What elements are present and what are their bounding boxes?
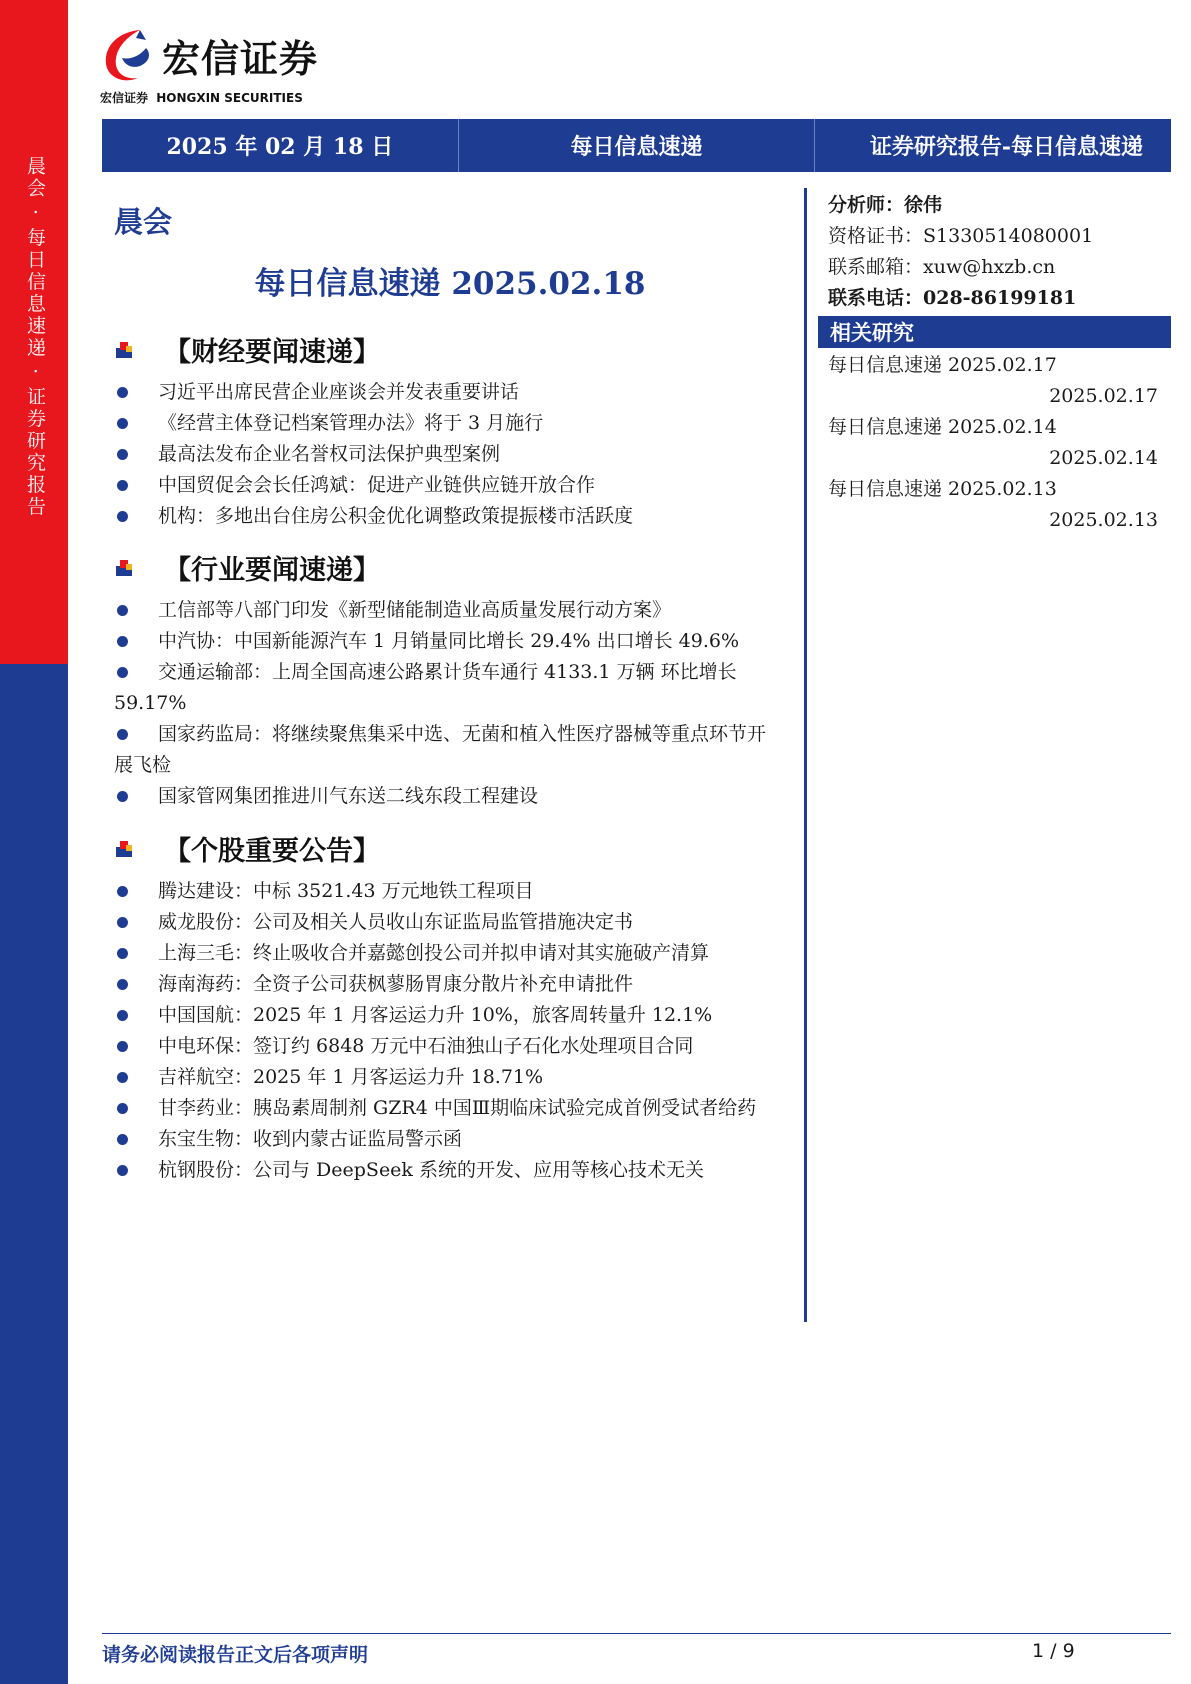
related-item-title: 每日信息速递 2025.02.13 <box>828 478 1057 500</box>
list-item: 威龙股份：公司及相关人员收山东证监局监管措施决定书 <box>114 907 776 938</box>
logo-mark-icon <box>100 26 156 86</box>
list-item: 吉祥航空：2025 年 1 月客运运力升 18.71% <box>114 1062 776 1093</box>
bullet-dot-icon <box>117 418 128 429</box>
list-item: 交通运输部：上周全国高速公路累计货车通行 4133.1 万辆 环比增长 59.17% <box>114 661 737 714</box>
bullet-dot-icon <box>117 480 128 491</box>
bullet-dot-icon <box>117 917 128 928</box>
document-title: 每日信息速递 2025.02.18 <box>254 266 646 302</box>
related-item[interactable] <box>828 412 1158 474</box>
related-item-date: 2025.02.14 <box>1049 447 1158 469</box>
section-heading-text: 【行业要闻速递】 <box>164 555 380 586</box>
list-item: 杭钢股份：公司与 DeepSeek 系统的开发、应用等核心技术无关 <box>114 1155 776 1186</box>
list-item: 东宝生物：收到内蒙古证监局警示函 <box>114 1124 776 1155</box>
logo-subtitle <box>100 89 303 106</box>
company-logo <box>100 26 360 106</box>
sidebar-blue-band <box>0 664 68 1684</box>
bullet-dot-icon <box>117 1165 128 1176</box>
list-item: 《经营主体登记档案管理办法》将于 3 月施行 <box>114 408 776 439</box>
bullet-dot-icon <box>117 1072 128 1083</box>
sidebar-vertical-text: 晨会 · 每日信息速递 · 证券研究报告 <box>24 156 46 519</box>
list-item: 习近平出席民营企业座谈会并发表重要讲话 <box>114 377 776 408</box>
report-series: 每日信息速递 <box>459 119 816 172</box>
industry-news-list <box>114 595 776 812</box>
bullet-dot-icon <box>117 636 128 647</box>
finance-news-list <box>114 377 776 532</box>
footer-disclaimer: 请务必阅读报告正文后各项声明 <box>102 1644 369 1666</box>
analyst-name: 分析师：徐伟 <box>828 194 943 216</box>
header-bar <box>102 119 1171 172</box>
section-heading-finance <box>114 330 380 369</box>
list-item: 最高法发布企业名誉权司法保护典型案例 <box>114 439 776 470</box>
list-item: 机构：多地出台住房公积金优化调整政策提振楼市活跃度 <box>114 501 776 532</box>
list-item: 海南海药：全资子公司获枫蓼肠胃康分散片补充申请批件 <box>114 969 776 1000</box>
section-heading-text: 【财经要闻速递】 <box>164 337 380 368</box>
list-item: 上海三毛：终止吸收合并嘉懿创投公司并拟申请对其实施破产清算 <box>114 938 776 969</box>
report-date: 2025 年 02 月 18 日 <box>102 119 459 172</box>
section-heading-industry <box>114 548 380 587</box>
report-type: 证券研究报告-每日信息速递 <box>869 134 1143 160</box>
analyst-info <box>828 190 1168 314</box>
column-divider <box>804 188 807 1322</box>
related-item-date: 2025.02.17 <box>1049 385 1158 407</box>
related-item-title: 每日信息速递 2025.02.17 <box>828 354 1057 376</box>
bullet-dot-icon <box>117 791 128 802</box>
related-item[interactable] <box>828 350 1158 412</box>
bullet-dot-icon <box>117 387 128 398</box>
list-item: 中电环保：签订约 6848 万元中石油独山子石化水处理项目合同 <box>114 1031 776 1062</box>
list-item: 腾达建设：中标 3521.43 万元地铁工程项目 <box>114 876 776 907</box>
logo-text: 宏信证券 <box>162 37 319 81</box>
bullet-dot-icon <box>117 605 128 616</box>
bullet-dot-icon <box>117 886 128 897</box>
section-bullet-icon <box>114 839 134 859</box>
stock-announcements-list <box>114 876 776 1186</box>
logo-sub-en: HONGXIN SECURITIES <box>156 91 303 105</box>
related-item[interactable] <box>828 474 1158 536</box>
bullet-dot-icon <box>117 948 128 959</box>
bullet-dot-icon <box>117 729 128 740</box>
related-item-date: 2025.02.13 <box>1049 509 1158 531</box>
analyst-email: 联系邮箱：xuw@hxzb.cn <box>828 256 1056 278</box>
list-item: 国家药监局：将继续聚焦集采中选、无菌和植入性医疗器械等重点环节开展飞检 <box>114 723 767 776</box>
bullet-dot-icon <box>117 1103 128 1114</box>
related-research-title: 相关研究 <box>818 316 1171 348</box>
bullet-dot-icon <box>117 1010 128 1021</box>
bullet-dot-icon <box>117 1134 128 1145</box>
bullet-dot-icon <box>117 511 128 522</box>
logo-sub-cn: 宏信证券 <box>100 91 149 105</box>
analyst-phone: 联系电话：028-86199181 <box>828 287 1077 309</box>
section-bullet-icon <box>114 340 134 360</box>
section-heading-text: 【个股重要公告】 <box>164 836 380 867</box>
bullet-dot-icon <box>117 1041 128 1052</box>
list-item: 工信部等八部门印发《新型储能制造业高质量发展行动方案》 <box>114 595 776 626</box>
list-item: 中国贸促会会长任鸿斌：促进产业链供应链开放合作 <box>114 470 776 501</box>
analyst-certificate: 资格证书：S1330514080001 <box>828 225 1094 247</box>
footer-divider <box>102 1633 1171 1634</box>
list-item: 国家管网集团推进川气东送二线东段工程建设 <box>114 781 776 812</box>
list-item: 中汽协：中国新能源汽车 1 月销量同比增长 29.4% 出口增长 49.6% <box>114 626 776 657</box>
bullet-dot-icon <box>117 979 128 990</box>
bullet-dot-icon <box>117 667 128 678</box>
section-label: 晨会 <box>114 205 173 239</box>
page-number: 1 / 9 <box>1032 1640 1075 1662</box>
section-bullet-icon <box>114 558 134 578</box>
related-research-list <box>828 350 1158 536</box>
section-heading-stocks <box>114 829 380 868</box>
bullet-dot-icon <box>117 449 128 460</box>
related-item-title: 每日信息速递 2025.02.14 <box>828 416 1057 438</box>
list-item: 中国国航：2025 年 1 月客运运力升 10%，旅客周转量升 12.1% <box>114 1000 776 1031</box>
list-item: 甘李药业：胰岛素周制剂 GZR4 中国Ⅲ期临床试验完成首例受试者给药 <box>114 1093 776 1124</box>
